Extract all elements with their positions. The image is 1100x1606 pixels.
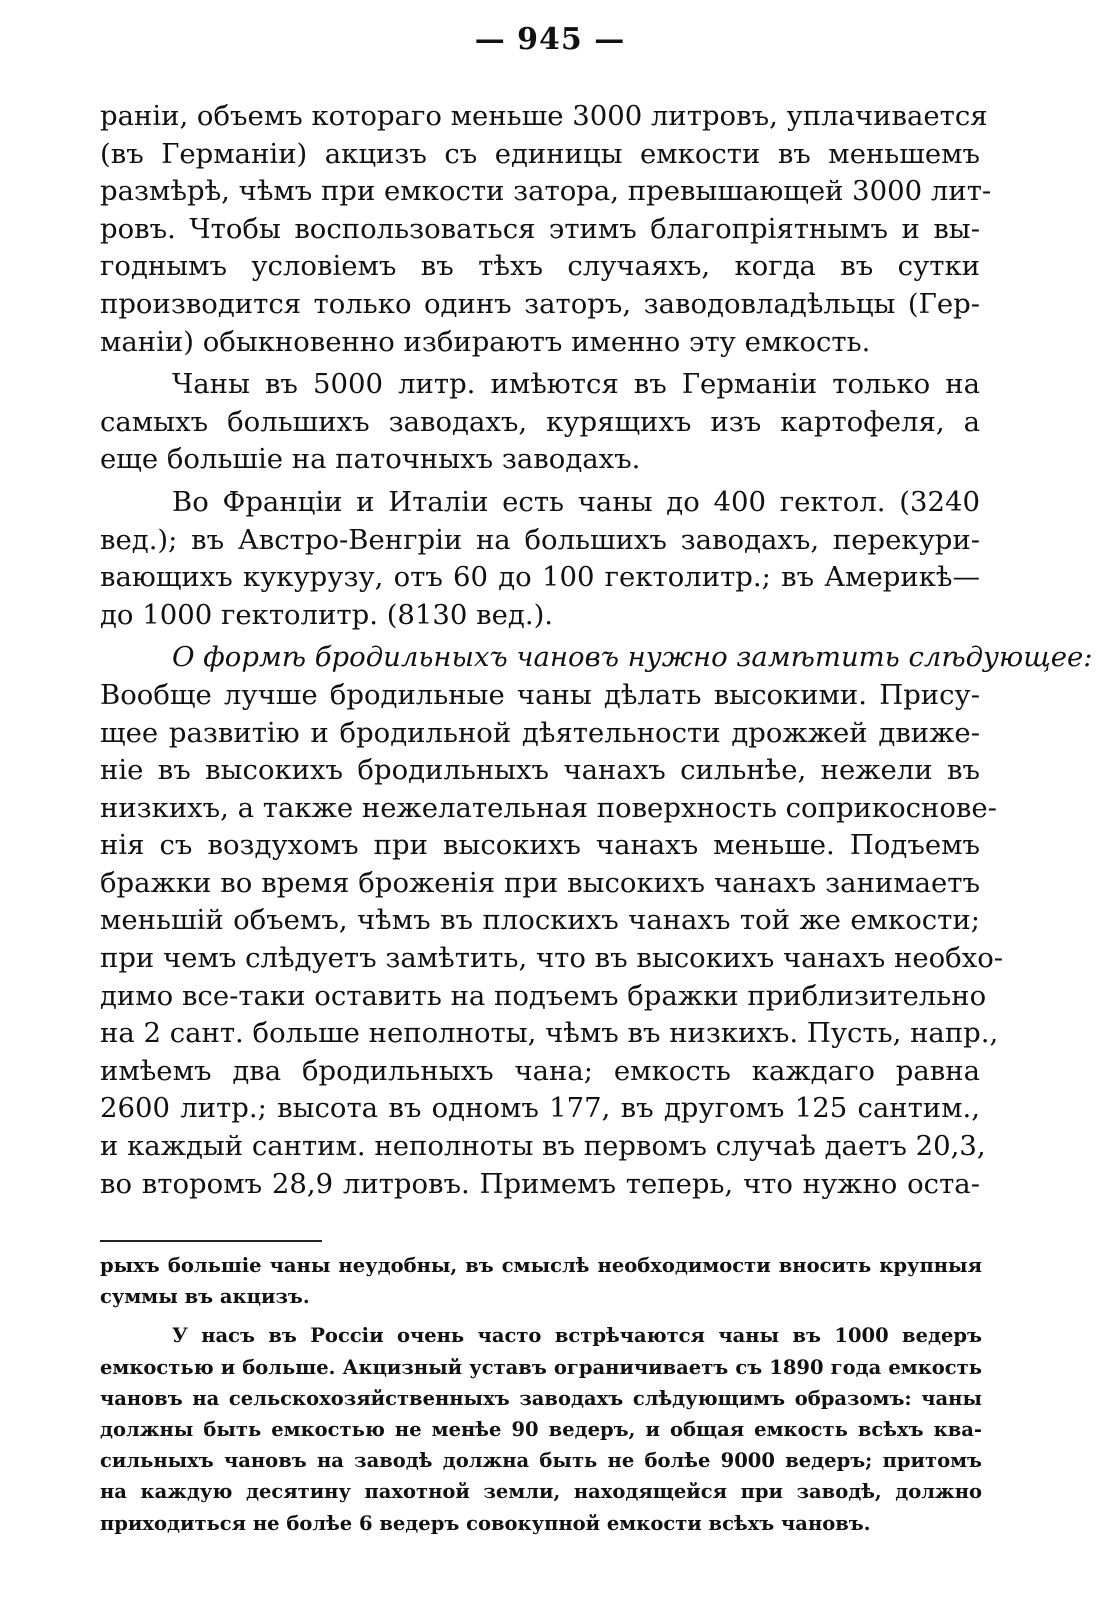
text-line: нія съ воздухомъ при высокихъ чанахъ меньше. Подъемъ xyxy=(100,829,980,862)
text-line: самыхъ большихъ заводахъ, курящихъ изъ картофеля, а xyxy=(100,405,980,438)
text-line: до 1000 гектолитр. (8130 вед.). xyxy=(100,598,554,631)
text-line: Вообще лучше бродильные чаны дѣлать высокими. Прису- xyxy=(100,678,980,711)
text-line: меньшій объемъ, чѣмъ въ плоскихъ чанахъ той же емкости; xyxy=(100,904,980,937)
text-line: годнымъ условіемъ въ тѣхъ случаяхъ, когда въ сутки xyxy=(100,250,980,283)
text-line: бражки во время броженія при высокихъ чанахъ занимаетъ xyxy=(100,866,980,899)
footnote-divider xyxy=(100,1240,322,1242)
footnote-block xyxy=(100,1250,982,1539)
page-number: — 945 — xyxy=(474,22,626,57)
paragraph-gap xyxy=(100,1312,982,1320)
text-line: вед.); въ Австро-Венгріи на большихъ заводахъ, перекури- xyxy=(100,523,980,556)
main-text-body xyxy=(100,98,1093,1203)
footnote-line: приходиться не болѣе 6 ведеръ совокупной емкости всѣхъ чановъ. xyxy=(100,1511,871,1535)
text-line: щее развитію и бродильной дѣятельности дрожжей движе- xyxy=(100,716,980,749)
footnote-line: чановъ на сельскохозяйственныхъ заводахъ слѣдующимъ образомъ: чаны xyxy=(100,1386,982,1410)
text-line: при чемъ слѣдуетъ замѣтить, что въ высокихъ чанахъ необхо- xyxy=(100,942,1004,975)
text-line: производится только одинъ заторъ, заводовладѣльцы (Гер- xyxy=(100,287,980,320)
text-line: раніи, объемъ котораго меньше 3000 литровъ, уплачивается xyxy=(100,100,988,132)
footnote-line: на каждую десятину пахотной земли, находящейся при заводѣ, должно xyxy=(100,1480,982,1504)
text-line: размѣрѣ, чѣмъ при емкости затора, превышающей 3000 лит- xyxy=(100,175,992,208)
footnote-line: суммы въ акцизъ. xyxy=(100,1285,310,1309)
footnote-line: емкостью и больше. Акцизный уставъ ограничиваетъ съ 1890 года емкость xyxy=(100,1355,982,1379)
text-line: низкихъ, а также нежелательная поверхность соприкоснове- xyxy=(100,791,997,824)
text-line: имѣемъ два бродильныхъ чана; емкость каждаго равна xyxy=(100,1054,980,1087)
text-line: во второмъ 28,9 литровъ. Примемъ теперь, что нужно оста- xyxy=(100,1167,980,1200)
text-line: маніи) обыкновенно избираютъ именно эту емкость. xyxy=(100,325,871,358)
text-line: Во Франціи и Италіи есть чаны до 400 гектол. (3240 xyxy=(172,485,980,518)
text-line: Чаны въ 5000 литр. имѣются въ Германіи только на xyxy=(172,368,980,401)
text-line: ніе въ высокихъ бродильныхъ чанахъ сильнѣе, нежели въ xyxy=(100,754,980,787)
italic-heading: О формѣ бродильныхъ чановъ нужно замѣтить слѣдующее: xyxy=(172,641,1093,674)
text-line: димо все-таки оставить на подъемъ бражки приблизительно xyxy=(100,979,987,1012)
text-line: еще большіе на паточныхъ заводахъ. xyxy=(100,443,641,476)
text-line: вающихъ кукурузу, отъ 60 до 100 гектолитр.; въ Америкѣ— xyxy=(100,561,980,594)
text-line: ровъ. Чтобы воспользоваться этимъ благопріятнымъ и вы- xyxy=(100,212,980,245)
text-line: (въ Германіи) акцизъ съ единицы емкости въ меньшемъ xyxy=(100,137,980,170)
text-line: и каждый сантим. неполноты въ первомъ случаѣ даетъ 20,3, xyxy=(100,1130,986,1163)
text-line: 2600 литр.; высота въ одномъ 177, въ другомъ 125 сантим., xyxy=(100,1092,980,1125)
footnote-line: рыхъ большіе чаны неудобны, въ смыслѣ необходимости вносить крупныя xyxy=(100,1254,982,1277)
footnote-line: сильныхъ чановъ на заводѣ должна быть не болѣе 9000 ведеръ; притомъ xyxy=(100,1449,982,1473)
footnote-line: должны быть емкостью не менѣе 90 ведеръ, и общая емкость всѣхъ ква- xyxy=(100,1417,982,1441)
text-line: на 2 сант. больше неполноты, чѣмъ въ низкихъ. Пусть, напр., xyxy=(100,1017,999,1050)
footnote-line: У насъ въ Россіи очень часто встрѣчаются чаны въ 1000 ведеръ xyxy=(172,1324,982,1348)
